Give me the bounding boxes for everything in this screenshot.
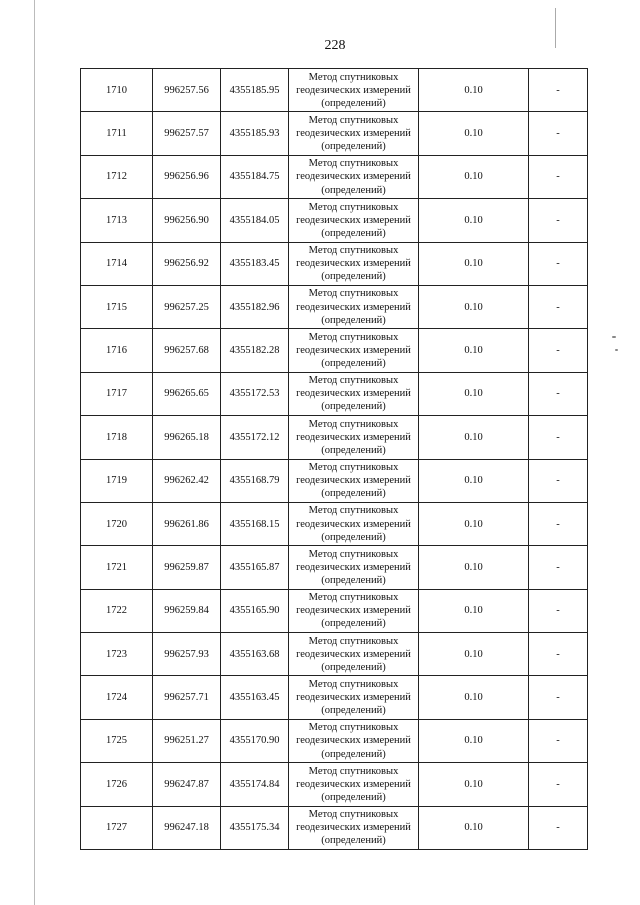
accuracy-cell: 0.10 [419, 676, 529, 719]
method-cell [289, 416, 419, 459]
method-line: Метод спутниковых [308, 375, 399, 387]
method-line: (определений) [321, 835, 386, 847]
method-line: (определений) [321, 227, 386, 239]
x-coordinate-cell: 996265.18 [153, 416, 221, 459]
note-cell: - [529, 285, 588, 328]
accuracy-cell: 0.10 [419, 285, 529, 328]
point-number-cell: 1711 [81, 112, 153, 155]
x-coordinate-cell: 996259.84 [153, 589, 221, 632]
y-coordinate-cell: 4355168.79 [221, 459, 289, 502]
table-row-1720 [81, 502, 588, 545]
method-line: геодезических измерений [296, 214, 411, 226]
method-cell [289, 285, 419, 328]
table-row-1714 [81, 242, 588, 285]
note-cell: - [529, 806, 588, 849]
method-line: Метод спутниковых [308, 288, 399, 300]
method-line: геодезических измерений [296, 301, 411, 313]
table-row-1727 [81, 806, 588, 849]
point-number-cell: 1714 [81, 242, 153, 285]
method-cell [289, 112, 419, 155]
y-coordinate-cell: 4355185.93 [221, 112, 289, 155]
page-number: 228 [324, 38, 346, 53]
x-coordinate-cell: 996257.71 [153, 676, 221, 719]
point-number-cell: 1717 [81, 372, 153, 415]
table-row-1725 [81, 719, 588, 762]
x-coordinate-cell: 996257.93 [153, 633, 221, 676]
table-row-1722 [81, 589, 588, 632]
method-line: (определений) [321, 661, 386, 673]
table-row-1719 [81, 459, 588, 502]
x-coordinate-cell: 996256.92 [153, 242, 221, 285]
note-cell: - [529, 69, 588, 112]
y-coordinate-cell: 4355172.53 [221, 372, 289, 415]
method-line: Метод спутниковых [308, 71, 399, 83]
table-row-1718 [81, 416, 588, 459]
method-line: Метод спутниковых [308, 114, 399, 126]
method-line: Метод спутниковых [308, 245, 399, 257]
table-row-1712 [81, 155, 588, 198]
method-line: (определений) [321, 271, 386, 283]
point-number-cell: 1713 [81, 199, 153, 242]
note-cell: - [529, 242, 588, 285]
method-line: Метод спутниковых [308, 765, 399, 777]
method-line: (определений) [321, 97, 386, 109]
method-line: (определений) [321, 358, 386, 370]
method-cell [289, 155, 419, 198]
point-number-cell: 1726 [81, 763, 153, 806]
accuracy-cell: 0.10 [419, 416, 529, 459]
x-coordinate-cell: 996251.27 [153, 719, 221, 762]
x-coordinate-cell: 996261.86 [153, 502, 221, 545]
method-line: (определений) [321, 705, 386, 717]
point-number-cell: 1719 [81, 459, 153, 502]
coordinates-table [80, 68, 588, 850]
x-coordinate-cell: 996247.87 [153, 763, 221, 806]
table-row-1710 [81, 69, 588, 112]
accuracy-cell: 0.10 [419, 69, 529, 112]
x-coordinate-cell: 996257.25 [153, 285, 221, 328]
y-coordinate-cell: 4355183.45 [221, 242, 289, 285]
method-line: (определений) [321, 488, 386, 500]
point-number-cell: 1722 [81, 589, 153, 632]
method-line: Метод спутниковых [308, 722, 399, 734]
note-cell: - [529, 155, 588, 198]
scan-edge-line-left [34, 0, 35, 905]
method-line: Метод спутниковых [308, 592, 399, 604]
point-number-cell: 1727 [81, 806, 153, 849]
method-cell [289, 589, 419, 632]
method-line: (определений) [321, 575, 386, 587]
method-line: Метод спутниковых [308, 678, 399, 690]
accuracy-cell: 0.10 [419, 155, 529, 198]
method-cell [289, 719, 419, 762]
table-row-1717 [81, 372, 588, 415]
table-row-1711 [81, 112, 588, 155]
x-coordinate-cell: 996259.87 [153, 546, 221, 589]
accuracy-cell: 0.10 [419, 199, 529, 242]
table-row-1713 [81, 199, 588, 242]
note-cell: - [529, 763, 588, 806]
method-cell [289, 676, 419, 719]
point-number-cell: 1725 [81, 719, 153, 762]
method-line: (определений) [321, 314, 386, 326]
method-line: геодезических измерений [296, 475, 411, 487]
accuracy-cell: 0.10 [419, 459, 529, 502]
x-coordinate-cell: 996256.90 [153, 199, 221, 242]
note-cell: - [529, 329, 588, 372]
method-cell [289, 806, 419, 849]
method-cell [289, 69, 419, 112]
accuracy-cell: 0.10 [419, 589, 529, 632]
method-line: Метод спутниковых [308, 548, 399, 560]
y-coordinate-cell: 4355163.45 [221, 676, 289, 719]
method-line: Метод спутниковых [308, 418, 399, 430]
method-line: геодезических измерений [296, 648, 411, 660]
accuracy-cell: 0.10 [419, 546, 529, 589]
note-cell: - [529, 112, 588, 155]
table-body [81, 69, 588, 850]
point-number-cell: 1710 [81, 69, 153, 112]
accuracy-cell: 0.10 [419, 633, 529, 676]
method-line: (определений) [321, 141, 386, 153]
method-cell [289, 502, 419, 545]
point-number-cell: 1720 [81, 502, 153, 545]
method-line: (определений) [321, 444, 386, 456]
note-cell: - [529, 372, 588, 415]
method-line: геодезических измерений [296, 735, 411, 747]
point-number-cell: 1715 [81, 285, 153, 328]
table-row-1723 [81, 633, 588, 676]
method-cell [289, 763, 419, 806]
method-line: (определений) [321, 792, 386, 803]
method-line: геодезических измерений [296, 84, 411, 96]
y-coordinate-cell: 4355168.15 [221, 502, 289, 545]
note-cell: - [529, 676, 588, 719]
scan-speck [615, 349, 618, 351]
y-coordinate-cell: 4355163.68 [221, 633, 289, 676]
point-number-cell: 1724 [81, 676, 153, 719]
method-line: геодезических измерений [296, 561, 411, 573]
y-coordinate-cell: 4355185.95 [221, 69, 289, 112]
method-line: Метод спутниковых [308, 809, 399, 821]
note-cell: - [529, 589, 588, 632]
method-cell [289, 546, 419, 589]
accuracy-cell: 0.10 [419, 719, 529, 762]
note-cell: - [529, 546, 588, 589]
accuracy-cell: 0.10 [419, 806, 529, 849]
table-row-1721 [81, 546, 588, 589]
method-line: геодезических измерений [296, 128, 411, 140]
x-coordinate-cell: 996247.18 [153, 806, 221, 849]
table-row-1724 [81, 676, 588, 719]
y-coordinate-cell: 4355182.96 [221, 285, 289, 328]
y-coordinate-cell: 4355172.12 [221, 416, 289, 459]
method-cell [289, 329, 419, 372]
method-line: (определений) [321, 748, 386, 760]
y-coordinate-cell: 4355175.34 [221, 806, 289, 849]
y-coordinate-cell: 4355184.05 [221, 199, 289, 242]
x-coordinate-cell: 996257.56 [153, 69, 221, 112]
x-coordinate-cell: 996262.42 [153, 459, 221, 502]
method-cell [289, 372, 419, 415]
table-row-1715 [81, 285, 588, 328]
method-line: Метод спутниковых [308, 462, 399, 474]
x-coordinate-cell: 996257.68 [153, 329, 221, 372]
method-cell [289, 633, 419, 676]
y-coordinate-cell: 4355165.87 [221, 546, 289, 589]
method-cell [289, 459, 419, 502]
method-line: Метод спутниковых [308, 505, 399, 517]
note-cell: - [529, 719, 588, 762]
method-cell [289, 242, 419, 285]
accuracy-cell: 0.10 [419, 763, 529, 806]
method-line: геодезических измерений [296, 258, 411, 270]
note-cell: - [529, 633, 588, 676]
method-line: Метод спутниковых [308, 201, 399, 213]
method-line: геодезических измерений [296, 344, 411, 356]
accuracy-cell: 0.10 [419, 112, 529, 155]
method-line: Метод спутниковых [308, 331, 399, 343]
point-number-cell: 1716 [81, 329, 153, 372]
y-coordinate-cell: 4355170.90 [221, 719, 289, 762]
note-cell: - [529, 502, 588, 545]
accuracy-cell: 0.10 [419, 242, 529, 285]
method-line: геодезических измерений [296, 518, 411, 530]
method-cell [289, 199, 419, 242]
point-number-cell: 1723 [81, 633, 153, 676]
note-cell: - [529, 416, 588, 459]
y-coordinate-cell: 4355184.75 [221, 155, 289, 198]
method-line: геодезических измерений [296, 605, 411, 617]
method-line: геодезических измерений [296, 431, 411, 443]
method-line: геодезических измерений [296, 778, 411, 790]
method-line: Метод спутниковых [308, 158, 399, 170]
accuracy-cell: 0.10 [419, 502, 529, 545]
y-coordinate-cell: 4355165.90 [221, 589, 289, 632]
scan-speck [612, 336, 616, 338]
method-line: (определений) [321, 184, 386, 196]
x-coordinate-cell: 996265.65 [153, 372, 221, 415]
point-number-cell: 1718 [81, 416, 153, 459]
method-line: (определений) [321, 531, 386, 543]
point-number-cell: 1712 [81, 155, 153, 198]
method-line: (определений) [321, 401, 386, 413]
accuracy-cell: 0.10 [419, 372, 529, 415]
method-line: (определений) [321, 618, 386, 630]
note-cell: - [529, 459, 588, 502]
y-coordinate-cell: 4355174.84 [221, 763, 289, 806]
method-line: геодезических измерений [296, 388, 411, 400]
x-coordinate-cell: 996256.96 [153, 155, 221, 198]
method-line: геодезических измерений [296, 692, 411, 704]
point-number-cell: 1721 [81, 546, 153, 589]
accuracy-cell: 0.10 [419, 329, 529, 372]
x-coordinate-cell: 996257.57 [153, 112, 221, 155]
method-line: Метод спутниковых [308, 635, 399, 647]
method-line: геодезических измерений [296, 822, 411, 834]
method-line: геодезических измерений [296, 171, 411, 183]
y-coordinate-cell: 4355182.28 [221, 329, 289, 372]
note-cell: - [529, 199, 588, 242]
table-row-1726 [81, 763, 588, 806]
table-row-1716 [81, 329, 588, 372]
